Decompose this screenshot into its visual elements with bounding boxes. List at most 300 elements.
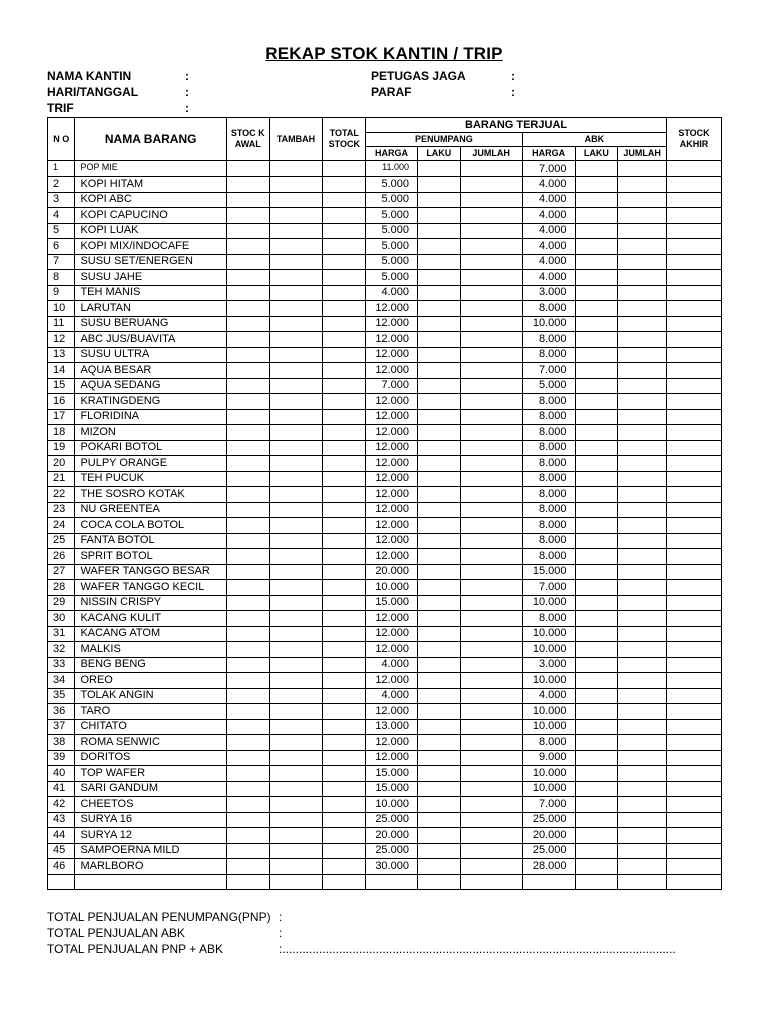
- cell-stock-akhir[interactable]: [667, 642, 722, 658]
- cell-laku-pnp[interactable]: [417, 781, 460, 797]
- cell-laku-pnp[interactable]: [417, 750, 460, 766]
- cell-stock-akhir[interactable]: [667, 735, 722, 751]
- cell-stock-awal[interactable]: [226, 409, 269, 425]
- cell-laku-abk[interactable]: [575, 270, 618, 286]
- cell-jumlah-abk[interactable]: [618, 657, 667, 673]
- cell-total-stock[interactable]: [323, 316, 366, 332]
- cell-tambah[interactable]: [269, 859, 323, 875]
- cell-laku-pnp[interactable]: [417, 378, 460, 394]
- cell-laku-abk[interactable]: [575, 177, 618, 193]
- cell-total-stock[interactable]: [323, 518, 366, 534]
- cell-jumlah-pnp[interactable]: [460, 254, 522, 270]
- cell-total-stock[interactable]: [323, 285, 366, 301]
- cell-jumlah-pnp[interactable]: [460, 766, 522, 782]
- cell-jumlah-abk[interactable]: [618, 378, 667, 394]
- cell-stock-akhir[interactable]: [667, 766, 722, 782]
- cell-stock-awal[interactable]: [226, 394, 269, 410]
- cell-blank[interactable]: [75, 874, 226, 889]
- cell-laku-pnp[interactable]: [417, 208, 460, 224]
- cell-tambah[interactable]: [269, 812, 323, 828]
- cell-stock-akhir[interactable]: [667, 208, 722, 224]
- cell-jumlah-pnp[interactable]: [460, 394, 522, 410]
- cell-tambah[interactable]: [269, 595, 323, 611]
- cell-stock-akhir[interactable]: [667, 781, 722, 797]
- cell-stock-akhir[interactable]: [667, 239, 722, 255]
- cell-jumlah-abk[interactable]: [618, 332, 667, 348]
- cell-tambah[interactable]: [269, 192, 323, 208]
- cell-laku-pnp[interactable]: [417, 285, 460, 301]
- cell-laku-abk[interactable]: [575, 161, 618, 177]
- cell-jumlah-abk[interactable]: [618, 425, 667, 441]
- cell-jumlah-pnp[interactable]: [460, 316, 522, 332]
- cell-jumlah-pnp[interactable]: [460, 347, 522, 363]
- cell-laku-abk[interactable]: [575, 471, 618, 487]
- cell-laku-pnp[interactable]: [417, 254, 460, 270]
- cell-stock-akhir[interactable]: [667, 580, 722, 596]
- cell-stock-akhir[interactable]: [667, 394, 722, 410]
- cell-laku-pnp[interactable]: [417, 828, 460, 844]
- cell-total-stock[interactable]: [323, 533, 366, 549]
- cell-jumlah-abk[interactable]: [618, 192, 667, 208]
- cell-total-stock[interactable]: [323, 812, 366, 828]
- cell-laku-abk[interactable]: [575, 316, 618, 332]
- cell-laku-abk[interactable]: [575, 595, 618, 611]
- cell-blank[interactable]: [48, 874, 75, 889]
- cell-laku-pnp[interactable]: [417, 487, 460, 503]
- cell-stock-awal[interactable]: [226, 440, 269, 456]
- cell-stock-awal[interactable]: [226, 797, 269, 813]
- cell-jumlah-abk[interactable]: [618, 254, 667, 270]
- cell-laku-pnp[interactable]: [417, 735, 460, 751]
- cell-stock-akhir[interactable]: [667, 425, 722, 441]
- cell-laku-abk[interactable]: [575, 487, 618, 503]
- cell-total-stock[interactable]: [323, 657, 366, 673]
- cell-tambah[interactable]: [269, 471, 323, 487]
- cell-total-stock[interactable]: [323, 301, 366, 317]
- cell-tambah[interactable]: [269, 580, 323, 596]
- cell-total-stock[interactable]: [323, 487, 366, 503]
- cell-laku-pnp[interactable]: [417, 533, 460, 549]
- cell-jumlah-abk[interactable]: [618, 626, 667, 642]
- cell-laku-pnp[interactable]: [417, 797, 460, 813]
- cell-stock-akhir[interactable]: [667, 316, 722, 332]
- cell-jumlah-pnp[interactable]: [460, 859, 522, 875]
- cell-jumlah-pnp[interactable]: [460, 735, 522, 751]
- cell-jumlah-pnp[interactable]: [460, 440, 522, 456]
- cell-laku-pnp[interactable]: [417, 812, 460, 828]
- cell-jumlah-abk[interactable]: [618, 766, 667, 782]
- cell-tambah[interactable]: [269, 409, 323, 425]
- cell-jumlah-abk[interactable]: [618, 781, 667, 797]
- cell-total-stock[interactable]: [323, 797, 366, 813]
- cell-stock-akhir[interactable]: [667, 564, 722, 580]
- cell-jumlah-pnp[interactable]: [460, 580, 522, 596]
- cell-jumlah-abk[interactable]: [618, 471, 667, 487]
- cell-stock-akhir[interactable]: [667, 347, 722, 363]
- cell-blank[interactable]: [618, 874, 667, 889]
- cell-blank[interactable]: [522, 874, 575, 889]
- cell-jumlah-pnp[interactable]: [460, 549, 522, 565]
- cell-jumlah-pnp[interactable]: [460, 719, 522, 735]
- cell-tambah[interactable]: [269, 611, 323, 627]
- cell-total-stock[interactable]: [323, 394, 366, 410]
- cell-jumlah-abk[interactable]: [618, 719, 667, 735]
- cell-jumlah-pnp[interactable]: [460, 161, 522, 177]
- cell-jumlah-abk[interactable]: [618, 812, 667, 828]
- cell-jumlah-pnp[interactable]: [460, 378, 522, 394]
- cell-jumlah-pnp[interactable]: [460, 471, 522, 487]
- cell-laku-abk[interactable]: [575, 533, 618, 549]
- cell-jumlah-pnp[interactable]: [460, 285, 522, 301]
- cell-tambah[interactable]: [269, 642, 323, 658]
- cell-laku-pnp[interactable]: [417, 161, 460, 177]
- cell-tambah[interactable]: [269, 316, 323, 332]
- cell-blank[interactable]: [417, 874, 460, 889]
- cell-stock-akhir[interactable]: [667, 673, 722, 689]
- cell-laku-abk[interactable]: [575, 285, 618, 301]
- cell-stock-awal[interactable]: [226, 735, 269, 751]
- cell-laku-abk[interactable]: [575, 425, 618, 441]
- cell-stock-akhir[interactable]: [667, 161, 722, 177]
- cell-laku-abk[interactable]: [575, 781, 618, 797]
- cell-tambah[interactable]: [269, 161, 323, 177]
- cell-jumlah-pnp[interactable]: [460, 704, 522, 720]
- cell-tambah[interactable]: [269, 347, 323, 363]
- cell-stock-awal[interactable]: [226, 626, 269, 642]
- cell-jumlah-abk[interactable]: [618, 161, 667, 177]
- cell-laku-pnp[interactable]: [417, 192, 460, 208]
- cell-blank[interactable]: [269, 874, 323, 889]
- cell-laku-abk[interactable]: [575, 502, 618, 518]
- cell-jumlah-pnp[interactable]: [460, 502, 522, 518]
- cell-stock-akhir[interactable]: [667, 797, 722, 813]
- cell-jumlah-abk[interactable]: [618, 316, 667, 332]
- cell-laku-abk[interactable]: [575, 456, 618, 472]
- cell-total-stock[interactable]: [323, 425, 366, 441]
- cell-jumlah-abk[interactable]: [618, 301, 667, 317]
- cell-laku-pnp[interactable]: [417, 518, 460, 534]
- cell-stock-awal[interactable]: [226, 564, 269, 580]
- cell-total-stock[interactable]: [323, 859, 366, 875]
- cell-stock-akhir[interactable]: [667, 518, 722, 534]
- cell-blank[interactable]: [366, 874, 418, 889]
- cell-total-stock[interactable]: [323, 549, 366, 565]
- cell-laku-pnp[interactable]: [417, 719, 460, 735]
- cell-laku-abk[interactable]: [575, 239, 618, 255]
- cell-stock-awal[interactable]: [226, 301, 269, 317]
- cell-stock-awal[interactable]: [226, 425, 269, 441]
- cell-tambah[interactable]: [269, 673, 323, 689]
- cell-laku-pnp[interactable]: [417, 766, 460, 782]
- cell-jumlah-abk[interactable]: [618, 828, 667, 844]
- cell-total-stock[interactable]: [323, 502, 366, 518]
- cell-total-stock[interactable]: [323, 626, 366, 642]
- cell-laku-abk[interactable]: [575, 347, 618, 363]
- cell-tambah[interactable]: [269, 456, 323, 472]
- cell-laku-abk[interactable]: [575, 192, 618, 208]
- cell-total-stock[interactable]: [323, 704, 366, 720]
- cell-laku-abk[interactable]: [575, 549, 618, 565]
- cell-total-stock[interactable]: [323, 611, 366, 627]
- cell-stock-akhir[interactable]: [667, 192, 722, 208]
- cell-laku-pnp[interactable]: [417, 223, 460, 239]
- cell-jumlah-pnp[interactable]: [460, 595, 522, 611]
- cell-stock-akhir[interactable]: [667, 409, 722, 425]
- cell-jumlah-pnp[interactable]: [460, 564, 522, 580]
- cell-total-stock[interactable]: [323, 332, 366, 348]
- cell-laku-pnp[interactable]: [417, 409, 460, 425]
- cell-jumlah-pnp[interactable]: [460, 177, 522, 193]
- cell-laku-abk[interactable]: [575, 859, 618, 875]
- cell-stock-awal[interactable]: [226, 208, 269, 224]
- cell-total-stock[interactable]: [323, 363, 366, 379]
- cell-jumlah-pnp[interactable]: [460, 487, 522, 503]
- cell-total-stock[interactable]: [323, 270, 366, 286]
- cell-jumlah-abk[interactable]: [618, 518, 667, 534]
- cell-stock-akhir[interactable]: [667, 502, 722, 518]
- cell-laku-pnp[interactable]: [417, 549, 460, 565]
- cell-jumlah-abk[interactable]: [618, 239, 667, 255]
- cell-blank[interactable]: [667, 874, 722, 889]
- cell-stock-awal[interactable]: [226, 549, 269, 565]
- cell-tambah[interactable]: [269, 766, 323, 782]
- cell-laku-abk[interactable]: [575, 394, 618, 410]
- cell-stock-akhir[interactable]: [667, 549, 722, 565]
- cell-laku-pnp[interactable]: [417, 332, 460, 348]
- cell-laku-pnp[interactable]: [417, 843, 460, 859]
- cell-stock-akhir[interactable]: [667, 285, 722, 301]
- cell-jumlah-pnp[interactable]: [460, 332, 522, 348]
- cell-total-stock[interactable]: [323, 254, 366, 270]
- cell-jumlah-pnp[interactable]: [460, 812, 522, 828]
- cell-laku-abk[interactable]: [575, 828, 618, 844]
- cell-stock-awal[interactable]: [226, 192, 269, 208]
- total-value[interactable]: :......................................................................................................................: [279, 942, 676, 956]
- cell-tambah[interactable]: [269, 223, 323, 239]
- total-value[interactable]: :: [279, 910, 283, 924]
- cell-laku-pnp[interactable]: [417, 626, 460, 642]
- cell-total-stock[interactable]: [323, 673, 366, 689]
- cell-stock-awal[interactable]: [226, 177, 269, 193]
- cell-jumlah-pnp[interactable]: [460, 688, 522, 704]
- cell-laku-abk[interactable]: [575, 766, 618, 782]
- cell-stock-akhir[interactable]: [667, 471, 722, 487]
- cell-jumlah-abk[interactable]: [618, 456, 667, 472]
- cell-stock-awal[interactable]: [226, 471, 269, 487]
- cell-jumlah-pnp[interactable]: [460, 626, 522, 642]
- cell-stock-awal[interactable]: [226, 285, 269, 301]
- cell-tambah[interactable]: [269, 518, 323, 534]
- cell-tambah[interactable]: [269, 797, 323, 813]
- cell-laku-abk[interactable]: [575, 223, 618, 239]
- cell-tambah[interactable]: [269, 502, 323, 518]
- cell-stock-awal[interactable]: [226, 223, 269, 239]
- cell-jumlah-abk[interactable]: [618, 735, 667, 751]
- cell-stock-awal[interactable]: [226, 254, 269, 270]
- cell-tambah[interactable]: [269, 254, 323, 270]
- cell-jumlah-abk[interactable]: [618, 487, 667, 503]
- cell-stock-awal[interactable]: [226, 812, 269, 828]
- cell-stock-akhir[interactable]: [667, 859, 722, 875]
- cell-stock-awal[interactable]: [226, 859, 269, 875]
- cell-stock-akhir[interactable]: [667, 440, 722, 456]
- cell-jumlah-pnp[interactable]: [460, 270, 522, 286]
- cell-laku-pnp[interactable]: [417, 456, 460, 472]
- cell-laku-abk[interactable]: [575, 797, 618, 813]
- cell-jumlah-pnp[interactable]: [460, 301, 522, 317]
- cell-stock-awal[interactable]: [226, 347, 269, 363]
- cell-stock-awal[interactable]: [226, 502, 269, 518]
- cell-jumlah-abk[interactable]: [618, 347, 667, 363]
- cell-stock-awal[interactable]: [226, 704, 269, 720]
- cell-total-stock[interactable]: [323, 192, 366, 208]
- cell-tambah[interactable]: [269, 239, 323, 255]
- cell-stock-awal[interactable]: [226, 611, 269, 627]
- cell-laku-pnp[interactable]: [417, 347, 460, 363]
- cell-stock-akhir[interactable]: [667, 719, 722, 735]
- cell-jumlah-pnp[interactable]: [460, 223, 522, 239]
- cell-jumlah-abk[interactable]: [618, 688, 667, 704]
- cell-tambah[interactable]: [269, 332, 323, 348]
- cell-tambah[interactable]: [269, 301, 323, 317]
- cell-laku-abk[interactable]: [575, 580, 618, 596]
- cell-jumlah-abk[interactable]: [618, 859, 667, 875]
- cell-stock-akhir[interactable]: [667, 812, 722, 828]
- cell-stock-awal[interactable]: [226, 518, 269, 534]
- cell-jumlah-abk[interactable]: [618, 843, 667, 859]
- total-value[interactable]: :: [279, 926, 283, 940]
- cell-total-stock[interactable]: [323, 471, 366, 487]
- cell-tambah[interactable]: [269, 626, 323, 642]
- cell-laku-pnp[interactable]: [417, 595, 460, 611]
- cell-laku-pnp[interactable]: [417, 425, 460, 441]
- cell-laku-pnp[interactable]: [417, 301, 460, 317]
- cell-tambah[interactable]: [269, 533, 323, 549]
- cell-tambah[interactable]: [269, 564, 323, 580]
- cell-jumlah-pnp[interactable]: [460, 363, 522, 379]
- cell-blank[interactable]: [575, 874, 618, 889]
- cell-laku-abk[interactable]: [575, 673, 618, 689]
- cell-stock-awal[interactable]: [226, 719, 269, 735]
- cell-total-stock[interactable]: [323, 735, 366, 751]
- cell-laku-abk[interactable]: [575, 409, 618, 425]
- cell-tambah[interactable]: [269, 270, 323, 286]
- cell-laku-abk[interactable]: [575, 208, 618, 224]
- cell-laku-pnp[interactable]: [417, 673, 460, 689]
- cell-total-stock[interactable]: [323, 564, 366, 580]
- cell-stock-awal[interactable]: [226, 533, 269, 549]
- cell-jumlah-abk[interactable]: [618, 797, 667, 813]
- cell-stock-awal[interactable]: [226, 270, 269, 286]
- cell-jumlah-pnp[interactable]: [460, 192, 522, 208]
- cell-jumlah-pnp[interactable]: [460, 797, 522, 813]
- cell-stock-akhir[interactable]: [667, 688, 722, 704]
- cell-tambah[interactable]: [269, 177, 323, 193]
- cell-laku-pnp[interactable]: [417, 239, 460, 255]
- cell-stock-akhir[interactable]: [667, 487, 722, 503]
- cell-total-stock[interactable]: [323, 223, 366, 239]
- cell-jumlah-pnp[interactable]: [460, 518, 522, 534]
- cell-stock-akhir[interactable]: [667, 378, 722, 394]
- cell-total-stock[interactable]: [323, 347, 366, 363]
- cell-stock-akhir[interactable]: [667, 611, 722, 627]
- cell-laku-abk[interactable]: [575, 626, 618, 642]
- cell-laku-abk[interactable]: [575, 812, 618, 828]
- cell-stock-awal[interactable]: [226, 642, 269, 658]
- cell-laku-abk[interactable]: [575, 688, 618, 704]
- cell-jumlah-abk[interactable]: [618, 750, 667, 766]
- cell-jumlah-pnp[interactable]: [460, 781, 522, 797]
- cell-jumlah-pnp[interactable]: [460, 642, 522, 658]
- cell-total-stock[interactable]: [323, 843, 366, 859]
- cell-laku-abk[interactable]: [575, 332, 618, 348]
- cell-jumlah-abk[interactable]: [618, 673, 667, 689]
- cell-laku-abk[interactable]: [575, 719, 618, 735]
- cell-tambah[interactable]: [269, 425, 323, 441]
- cell-laku-abk[interactable]: [575, 564, 618, 580]
- cell-jumlah-abk[interactable]: [618, 409, 667, 425]
- cell-stock-akhir[interactable]: [667, 843, 722, 859]
- cell-jumlah-pnp[interactable]: [460, 750, 522, 766]
- cell-jumlah-pnp[interactable]: [460, 611, 522, 627]
- cell-tambah[interactable]: [269, 549, 323, 565]
- cell-jumlah-abk[interactable]: [618, 440, 667, 456]
- cell-laku-pnp[interactable]: [417, 270, 460, 286]
- cell-tambah[interactable]: [269, 719, 323, 735]
- cell-laku-pnp[interactable]: [417, 471, 460, 487]
- cell-laku-pnp[interactable]: [417, 611, 460, 627]
- cell-total-stock[interactable]: [323, 409, 366, 425]
- cell-laku-pnp[interactable]: [417, 363, 460, 379]
- cell-stock-akhir[interactable]: [667, 828, 722, 844]
- cell-stock-awal[interactable]: [226, 688, 269, 704]
- cell-blank[interactable]: [226, 874, 269, 889]
- cell-laku-abk[interactable]: [575, 254, 618, 270]
- cell-jumlah-pnp[interactable]: [460, 533, 522, 549]
- cell-tambah[interactable]: [269, 781, 323, 797]
- cell-jumlah-pnp[interactable]: [460, 657, 522, 673]
- cell-stock-akhir[interactable]: [667, 177, 722, 193]
- cell-laku-abk[interactable]: [575, 704, 618, 720]
- cell-total-stock[interactable]: [323, 828, 366, 844]
- cell-stock-akhir[interactable]: [667, 270, 722, 286]
- cell-stock-akhir[interactable]: [667, 750, 722, 766]
- cell-laku-abk[interactable]: [575, 378, 618, 394]
- cell-jumlah-abk[interactable]: [618, 549, 667, 565]
- cell-stock-akhir[interactable]: [667, 363, 722, 379]
- cell-stock-awal[interactable]: [226, 363, 269, 379]
- cell-stock-akhir[interactable]: [667, 301, 722, 317]
- cell-jumlah-pnp[interactable]: [460, 673, 522, 689]
- cell-tambah[interactable]: [269, 704, 323, 720]
- cell-jumlah-abk[interactable]: [618, 533, 667, 549]
- cell-blank[interactable]: [460, 874, 522, 889]
- cell-total-stock[interactable]: [323, 456, 366, 472]
- cell-stock-awal[interactable]: [226, 456, 269, 472]
- cell-tambah[interactable]: [269, 750, 323, 766]
- cell-stock-akhir[interactable]: [667, 626, 722, 642]
- cell-stock-akhir[interactable]: [667, 595, 722, 611]
- cell-laku-pnp[interactable]: [417, 688, 460, 704]
- cell-laku-pnp[interactable]: [417, 580, 460, 596]
- cell-jumlah-abk[interactable]: [618, 285, 667, 301]
- cell-jumlah-abk[interactable]: [618, 502, 667, 518]
- cell-total-stock[interactable]: [323, 580, 366, 596]
- cell-tambah[interactable]: [269, 378, 323, 394]
- cell-stock-awal[interactable]: [226, 750, 269, 766]
- cell-stock-awal[interactable]: [226, 657, 269, 673]
- cell-total-stock[interactable]: [323, 378, 366, 394]
